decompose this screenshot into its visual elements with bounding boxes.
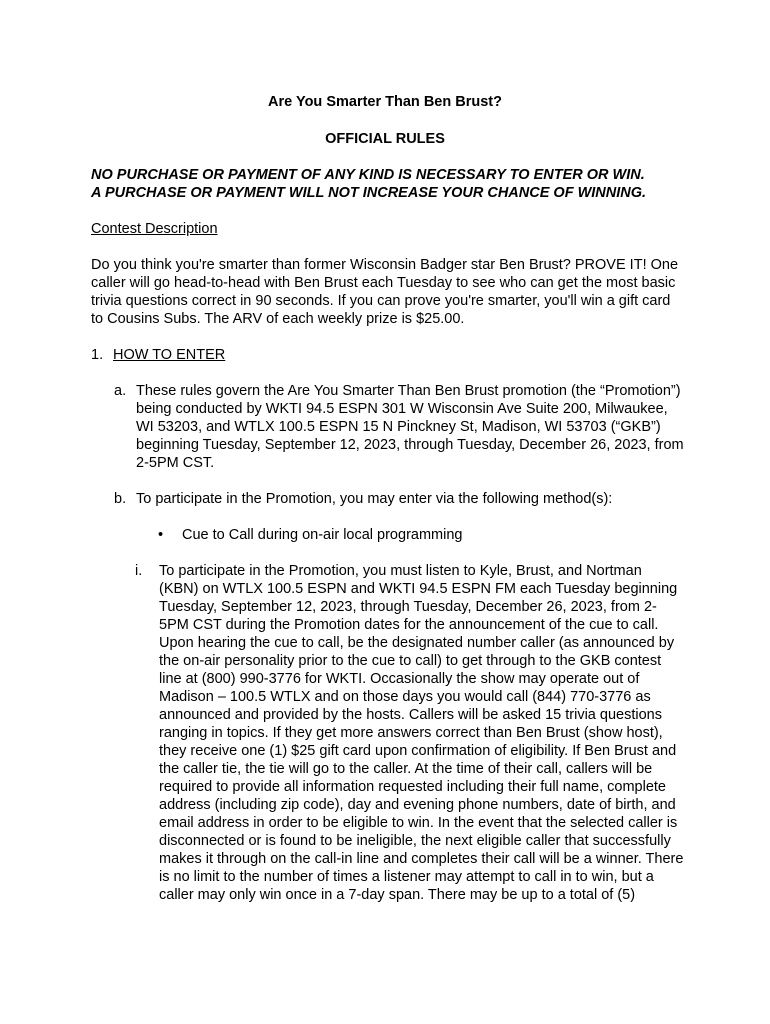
- disclaimer-line-2: A PURCHASE OR PAYMENT WILL NOT INCREASE YOUR CHANCE OF WINNING.: [91, 185, 647, 201]
- contest-description-body: Do you think you're smarter than former Wisconsin Badger star Ben Brust? PROVE IT! One caller will go head-to-head with Ben Brust each Tuesday to see who can get the most basic trivia questions correct in 90 seconds. If you can prove you're smarter, you'll win a gift card to Cousins Subs. The ARV of each weekly prize is $25.00.: [91, 257, 679, 327]
- page-subtitle: OFFICIAL RULES: [325, 131, 445, 147]
- bullet-icon: •: [158, 527, 164, 543]
- section-how-to-enter: [91, 346, 225, 364]
- list-item-i-text: To participate in the Promotion, you must listen to Kyle, Brust, and Nortman (KBN) on WTLX 100.5 ESPN and WKTI 94.5 ESPN FM each Tuesday beginning Tuesday, September 12, 2023, through Tuesday, December 26, 2023, from 2-5PM CST during the Promotion dates for the announcement of the cue to call. Upon hearing the cue to call, be the designated number caller (as announced by the on-air personality prior to the cue to call) to get through to the GKB contest line at (800) 990-3776 for WKTI. Occasionally the show may operate out of Madison – 100.5 WTLX and on those days you would call (844) 770-3776 as announced and provided by the hosts. Callers will be asked 15 trivia questions ranging in topics. If they get more answers correct than Ben Brust (show host), they receive one (1) $25 gift card upon confirmation of eligibility. If Ben Brust and the caller tie, the tie will go to the caller. At the time of their call, callers will be required to provide all information requested including their full name, complete address (including zip code), day and evening phone numbers, date of birth, and email address in order to be eligible to win. In the event that the selected caller is disconnected or is found to be ineligible, the next eligible caller that successfully makes it through on the call-in line and completes their call will be a winner. There is no limit to the number of times a listener may attempt to call in to win, but a caller may only win once in a 7-day span. There may be up to a total of (5): [159, 563, 684, 903]
- list-item-i: [135, 562, 685, 904]
- bullet-item-text: Cue to Call during on-air local programming: [182, 527, 463, 543]
- list-marker-i: i.: [135, 563, 143, 579]
- page-title: Are You Smarter Than Ben Brust?: [268, 94, 502, 110]
- list-marker-a: a.: [114, 383, 127, 399]
- disclaimer: [91, 166, 691, 202]
- list-item-a-text: These rules govern the Are You Smarter Than Ben Brust promotion (the “Promotion”) being conducted by WKTI 94.5 ESPN 301 W Wisconsin Ave Suite 200, Milwaukee, WI 53203, and WTLX 100.5 ESPN 15 N Pinckney St, Madison, WI 53703 (“GKB”) beginning Tuesday, September 12, 2023, through Tuesday, December 26, 2023, from 2-5PM CST.: [136, 383, 684, 471]
- disclaimer-line-1: NO PURCHASE OR PAYMENT OF ANY KIND IS NECESSARY TO ENTER OR WIN.: [91, 167, 645, 183]
- contest-description-heading: Contest Description: [91, 221, 218, 237]
- section-label: HOW TO ENTER: [113, 347, 226, 363]
- list-item-a: [114, 382, 684, 472]
- section-number: 1.: [91, 347, 104, 363]
- bullet-item: [158, 526, 462, 544]
- list-marker-b: b.: [114, 491, 127, 507]
- list-item-b-text: To participate in the Promotion, you may enter via the following method(s):: [136, 491, 613, 507]
- list-item-b: [114, 490, 684, 508]
